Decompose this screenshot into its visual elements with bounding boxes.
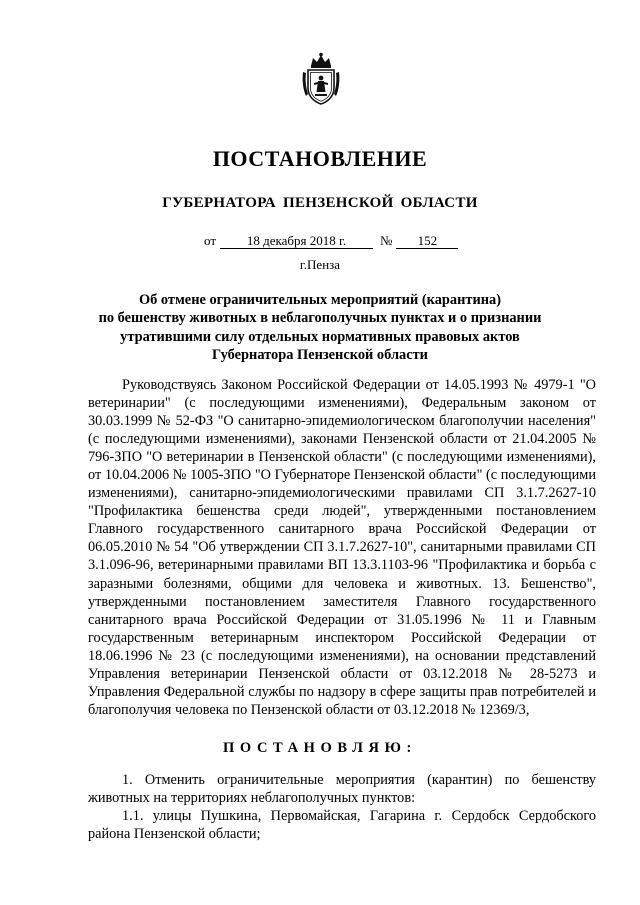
document-issuer: ГУБЕРНАТОРА ПЕНЗЕНСКОЙ ОБЛАСТИ [162, 195, 478, 211]
date-prefix: от [204, 233, 217, 248]
number-prefix: № [380, 233, 393, 248]
document-number: 152 [396, 234, 458, 249]
date-number-line [204, 233, 458, 249]
preamble-paragraph: Руководствуясь Законом Российской Федерации от 14.05.1993 № 4979-1 "О ветеринарии" (с последующими изменениями), Федеральным законом от 30.03.1999 № 52-ФЗ "О санитарно-эпидемиологическом благополучии населения" (с последующими изменениями), законами Пензенской области от 21.04.2005 № 796-ЗПО "О ветеринарии в Пензенской области" (с последующими изменениями), от 10.04.2006 № 1005-ЗПО "О Губернаторе Пензенской области" (с последующими изменениями), санитарно-эпидемиологическими правилами СП 3.1.7.2627-10 "Профилактика бешенства среди людей", утвержденными постановлением Главного государственного санитарного врача Российской Федерации от 06.05.2010 № 54 "Об утверждении СП 3.1.7.2627-10", санитарными правилами СП 3.1.096-96, ветеринарными правилами ВП 13.3.1103-96 "Профилактика и борьба с заразными болезнями, общими для человека и животных. 13. Бешенство", утвержденными постановлением заместителя Главного государственного санитарного врача Российской Федерации от 31.05.1996 № 11 и Главным государственным ветеринарным инспектором Российской Федерации от 18.06.1996 № 23 (с последующими изменениями), на основании представлений Управления ветеринарии Пензенской области от 03.12.2018 № 28-5273 и Управления Федеральной службы по надзору в сфере защиты прав потребителей и благополучия человека по Пензенской области от 03.12.2018 № 12369/3, [88, 377, 596, 718]
heading-line: утратившими силу отдельных нормативных правовых актов [120, 328, 520, 345]
resolve-label: ПОСТАНОВЛЯЮ: [223, 740, 417, 756]
decree-items [88, 771, 596, 843]
heading-line: по бешенству животных в неблагополучных пунктах и о признании [98, 310, 542, 327]
heading-line: Об отмене ограничительных мероприятий (карантина) [138, 292, 502, 308]
decree-item: 1.1. улицы Пушкина, Первомайская, Гагарина г. Сердобск Сердобского района Пензенской области; [88, 808, 596, 843]
heading-line: Губернатора Пензенской области [212, 346, 428, 363]
document-heading [90, 291, 550, 364]
preamble-section [88, 376, 596, 719]
decree-item: 1. Отменить ограничительные мероприятия (карантин) по бешенству животных на территориях неблагополучных пунктов: [88, 772, 596, 807]
document-title: ПОСТАНОВЛЕНИЕ [212, 146, 428, 171]
document-date: 18 декабря 2018 г. [220, 234, 373, 249]
document-city: г.Пенза [299, 257, 341, 272]
penza-coat-of-arms-icon [302, 52, 340, 106]
